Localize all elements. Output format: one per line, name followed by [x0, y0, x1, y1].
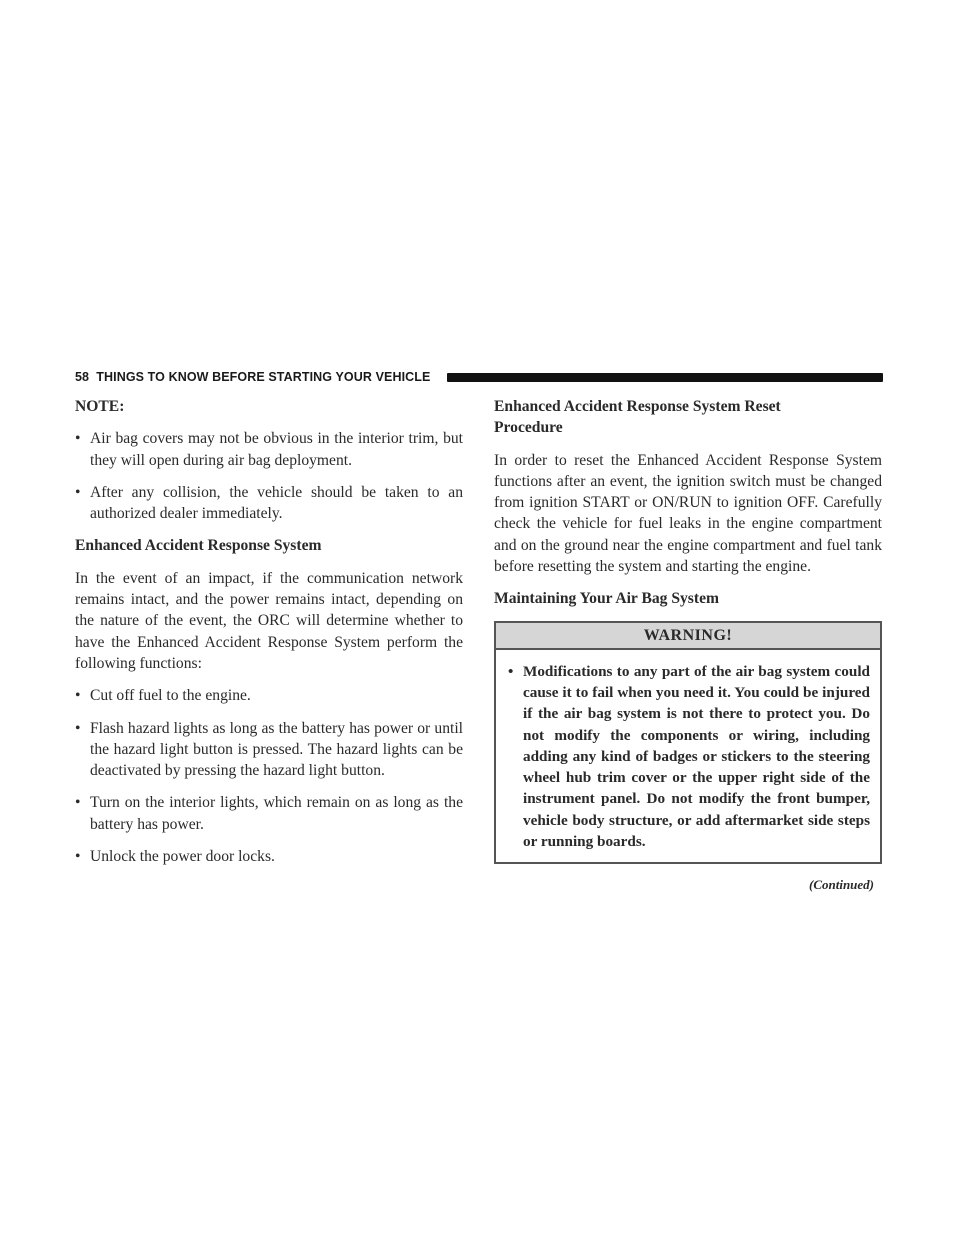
warning-title: WARNING! — [496, 623, 880, 650]
bullet-icon: • — [75, 430, 81, 448]
reset-heading-line2: Procedure — [494, 419, 563, 437]
note-bullet-text: Air bag covers may not be obvious in the interior trim, but they will open during air bag deployment. — [90, 430, 463, 469]
reset-heading-line1: Enhanced Accident Response System Reset — [494, 398, 781, 415]
warning-bullet — [508, 661, 870, 853]
warning-bullet-text: Modifications to any part of the air bag system could cause it to fail when you need it. You could be injured if the air bag system is not there to protect you. Do not modify the components or wiring, including adding any kind of badges or stickers to the steering wheel hub trim cover or the upper right side of the instrument panel. Do not modify the front bumper, vehicle body structure, or add aftermarket side steps or running boards. — [523, 662, 870, 851]
note-bullet — [75, 428, 463, 471]
function-bullet-text: Cut off fuel to the engine. — [90, 687, 251, 705]
reset-heading — [494, 396, 882, 439]
header-rule-bar — [447, 373, 883, 382]
maintain-heading: Maintaining Your Air Bag System — [494, 590, 719, 608]
page-header — [75, 369, 883, 387]
left-column — [75, 396, 463, 878]
continued-label: (Continued) — [808, 877, 874, 893]
function-bullet — [75, 792, 463, 835]
chapter-title: THINGS TO KNOW BEFORE STARTING YOUR VEHICLE — [96, 370, 431, 384]
function-bullet — [75, 846, 463, 867]
note-label: NOTE: — [75, 398, 125, 415]
note-bullet — [75, 482, 463, 525]
bullet-icon: • — [508, 662, 514, 680]
function-bullet — [75, 685, 463, 706]
function-bullet — [75, 718, 463, 782]
warning-box — [494, 621, 882, 865]
function-bullet-text: Flash hazard lights as long as the battery has power or until the hazard light button is pressed. The hazard lights can be deactivated by pressing the hazard light button. — [90, 719, 463, 780]
page-number: 58 — [75, 370, 90, 384]
bullet-icon: • — [75, 848, 81, 866]
reset-paragraph: In order to reset the Enhanced Accident Response System functions after an event, the ignition switch must be changed from ignition START or ON/RUN to ignition OFF. Carefully check the vehicle for fuel leaks in the engine compartment and on the ground near the engine compartment and fuel tank before resetting the system and starting the engine. — [494, 451, 882, 576]
note-bullet-text: After any collision, the vehicle should be taken to an authorized dealer immediately. — [90, 483, 463, 523]
function-bullet-text: Turn on the interior lights, which remain on as long as the battery has power. — [90, 794, 463, 833]
page-header-text — [75, 370, 430, 384]
bullet-icon: • — [75, 483, 81, 501]
bullet-icon: • — [75, 794, 81, 812]
bullet-icon: • — [75, 719, 81, 737]
section-heading: Enhanced Accident Response System — [75, 537, 322, 555]
bullet-icon: • — [75, 687, 81, 705]
warning-body — [496, 650, 880, 863]
section-paragraph: In the event of an impact, if the communication network remains intact, and the power remains intact, depending on the nature of the event, the ORC will determine whether to have the Enhanced Accident Response System perform the following functions: — [75, 569, 463, 672]
function-bullet-text: Unlock the power door locks. — [90, 848, 275, 866]
right-column — [494, 396, 882, 896]
